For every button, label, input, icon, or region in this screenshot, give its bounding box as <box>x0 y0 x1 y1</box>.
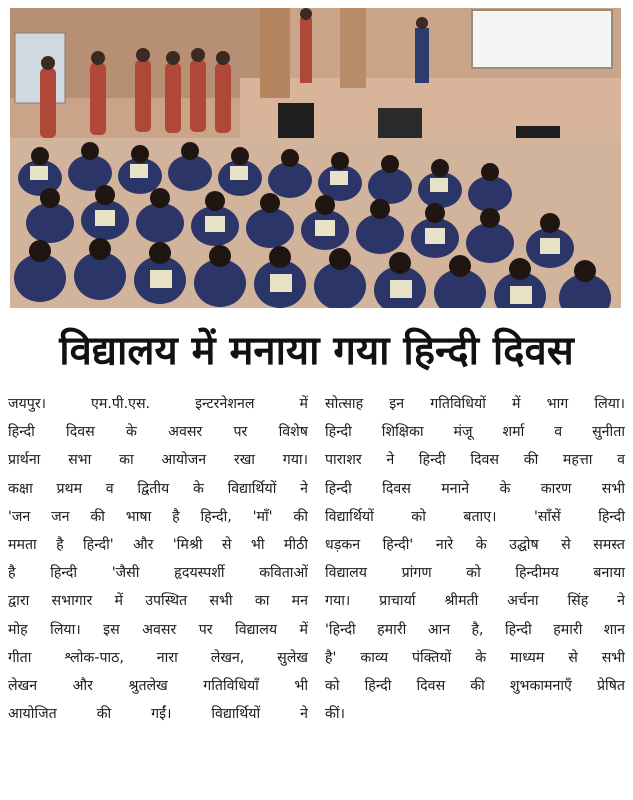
body-line: है' काव्य पंक्तियों के माध्यम से सभी <box>325 649 625 666</box>
body-line: द्वारा सभागार में उपस्थित सभी का मन <box>8 593 308 610</box>
body-line: गीता श्लोक-पाठ, नारा लेखन, सुलेख <box>8 649 308 666</box>
body-line: जयपुर। एम.पी.एस. इन्टरनेशनल में <box>8 396 308 412</box>
body-line: को हिन्दी दिवस की शुभकामनाएँ प्रेषित <box>325 678 625 695</box>
event-photo-illustration <box>10 8 621 308</box>
body-line: पाराशर ने हिन्दी दिवस की महत्ता व <box>325 452 625 469</box>
body-line: विद्यार्थियों को बताए। 'साँसें हिन्दी <box>325 508 625 525</box>
body-line: हिन्दी शिक्षिका मंजू शर्मा व सुनीता <box>325 424 625 441</box>
body-line: लेखन और श्रुतलेख गतिविधियाँ भी <box>8 678 308 695</box>
body-line: सोत्साह इन गतिविधियों में भाग लिया। <box>325 396 625 412</box>
body-line: प्रार्थना सभा का आयोजन रखा गया। <box>8 452 308 469</box>
body-line: विद्यालय प्रांगण को हिन्दीमय बनाया <box>325 565 625 582</box>
body-line: आयोजित की गईं। विद्यार्थियों ने <box>8 706 308 723</box>
body-line: ममता है हिन्दी' और 'मिश्री से भी मीठी <box>8 537 308 554</box>
article-headline: विद्यालय में मनाया गया हिन्दी दिवस <box>59 327 574 374</box>
body-line: कक्षा प्रथम व द्वितीय के विद्यार्थियों ने <box>8 480 308 497</box>
body-line: 'हिन्दी हमारी आन है, हिन्दी हमारी शान <box>325 621 625 638</box>
news-photo <box>10 8 621 308</box>
article-body <box>8 390 625 795</box>
body-line: कीं। <box>325 706 345 723</box>
body-line: है हिन्दी 'जैसी हृदयस्पर्शी कविताओं <box>8 565 308 582</box>
body-line: गया। प्राचार्या श्रीमती अर्चना सिंह ने <box>325 593 625 610</box>
body-line: मोह लिया। इस अवसर पर विद्यालय में <box>8 621 308 638</box>
article-column-right <box>325 390 625 795</box>
body-line: हिन्दी दिवस के अवसर पर विशेष <box>8 424 308 441</box>
article-column-left <box>8 390 308 795</box>
body-line: हिन्दी दिवस मनाने के कारण सभी <box>325 480 625 497</box>
body-line: 'जन जन की भाषा है हिन्दी, 'माँ' की <box>8 508 308 525</box>
body-line: धड़कन हिन्दी' नारे के उद्घोष से समस्त <box>325 537 625 554</box>
